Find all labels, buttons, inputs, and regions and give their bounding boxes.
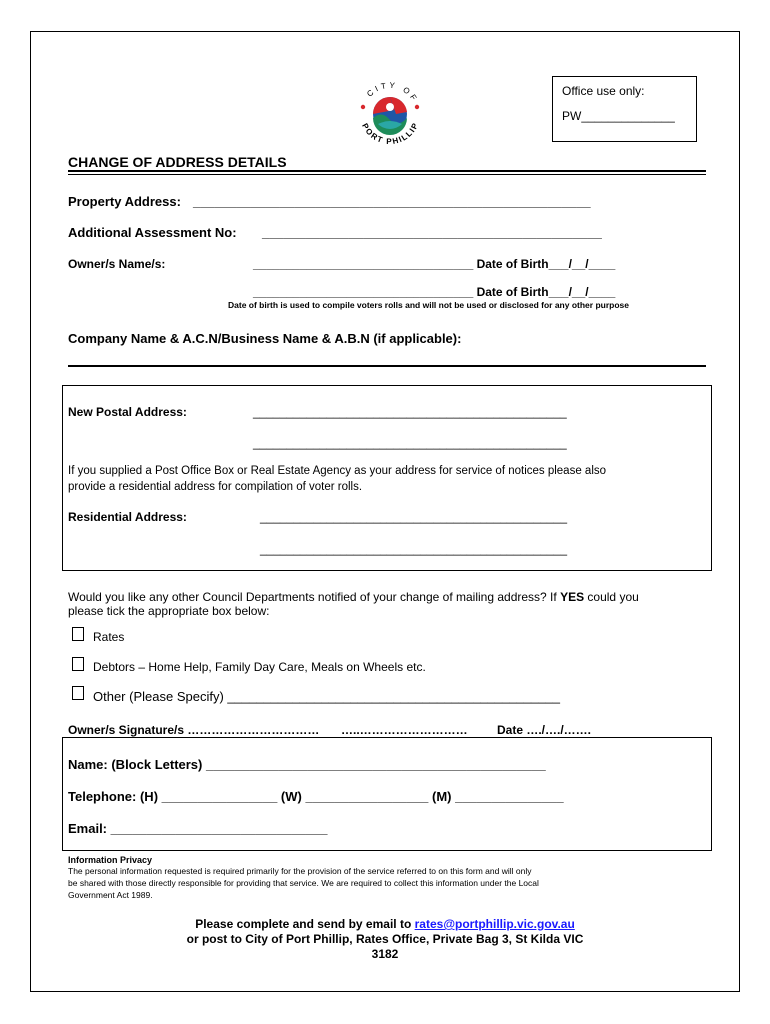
- owner-name-1-field[interactable]: _________________________________ Date of Birth___/__/____: [253, 257, 616, 271]
- owner-names-label: Owner/s Name/s:: [68, 257, 166, 271]
- footer-line-2: or post to City of Port Phillip, Rates Office, Private Bag 3, St Kilda VIC: [186, 932, 584, 946]
- residential-address-label: Residential Address:: [68, 510, 187, 524]
- rates-checkbox[interactable]: [72, 627, 84, 641]
- postal-note-line-1: If you supplied a Post Office Box or Real Estate Agency as your address for service of notices please also: [68, 465, 607, 477]
- title-rule-thick: [68, 170, 706, 172]
- postal-address-line-1[interactable]: _______________________________________________: [253, 405, 567, 419]
- debtors-option-label: Debtors – Home Help, Family Day Care, Meals on Wheels etc.: [93, 660, 426, 674]
- postal-address-line-2[interactable]: _______________________________________________: [253, 436, 567, 450]
- logo-ring-top: CITY OF: [365, 80, 420, 105]
- postal-address-label: New Postal Address:: [68, 405, 187, 419]
- debtors-checkbox[interactable]: [72, 657, 84, 671]
- company-field-line[interactable]: [68, 365, 706, 367]
- other-checkbox[interactable]: [72, 686, 84, 700]
- notify-question-a: Would you like any other Council Departments notified of your change of mailing address? If: [68, 590, 557, 604]
- notify-question-line-1: [68, 590, 639, 604]
- assessment-no-label: Additional Assessment No:: [68, 225, 237, 240]
- privacy-text-line-1: The personal information requested is required primarily for the provision of the service referred to on this form and will only: [68, 866, 532, 876]
- company-label: Company Name & A.C.N/Business Name & A.B.N (if applicable):: [68, 331, 462, 346]
- dob-note: Date of birth is used to compile voters rolls and will not be used or disclosed for any other purpose: [228, 300, 629, 310]
- city-logo-graphic: [350, 74, 430, 154]
- footer-line-1: [0, 917, 770, 931]
- signature-date-field[interactable]: Date …./…./…….: [497, 723, 592, 737]
- other-option-label[interactable]: Other (Please Specify) ______________________________________________: [93, 689, 560, 704]
- form-title: CHANGE OF ADDRESS DETAILS: [68, 154, 287, 170]
- notify-question-b: could you: [587, 590, 639, 604]
- owner-signature-2-field[interactable]: …..………………………: [341, 723, 468, 737]
- postal-note-line-2: provide a residential address for compilation of voter rolls.: [68, 481, 363, 493]
- office-use-title: Office use only:: [562, 84, 645, 98]
- city-logo: [350, 74, 430, 154]
- office-pw-field[interactable]: PW______________: [562, 109, 675, 123]
- privacy-text-line-2: be shared with those directly responsible for providing that service. We are required to collect this information under the Local: [68, 878, 539, 888]
- rates-email-link[interactable]: rates@portphillip.vic.gov.au: [414, 917, 575, 931]
- owner-name-2-field[interactable]: _________________________________ Date of Birth___/__/____: [253, 285, 616, 299]
- property-address-label: Property Address:: [68, 194, 181, 209]
- privacy-title: Information Privacy: [68, 855, 153, 865]
- residential-address-line-1[interactable]: ______________________________________________: [260, 510, 567, 524]
- block-name-field[interactable]: Name: (Block Letters) _______________________________________________: [68, 757, 546, 772]
- notify-question-yes: YES: [560, 590, 585, 604]
- residential-address-line-2[interactable]: ______________________________________________: [260, 542, 567, 556]
- assessment-no-field[interactable]: _______________________________________________: [262, 225, 602, 240]
- privacy-text-line-3: Government Act 1989.: [68, 890, 153, 900]
- footer-email-prefix: Please complete and send by email to: [195, 917, 412, 931]
- email-field[interactable]: Email: ______________________________: [68, 821, 328, 836]
- footer-line-3: 3182: [371, 947, 399, 961]
- owner-signature-field[interactable]: Owner/s Signature/s ……………………………: [68, 723, 320, 737]
- notify-question-line-2: please tick the appropriate box below:: [68, 604, 270, 618]
- telephone-field[interactable]: Telephone: (H) ________________ (W) _________________ (M) _______________: [68, 789, 564, 804]
- logo-ring-bottom: PORT PHILLIP: [360, 120, 421, 147]
- rates-option-label: Rates: [93, 630, 125, 644]
- property-address-field[interactable]: _______________________________________________________: [193, 194, 591, 209]
- title-rule-thin: [68, 174, 706, 175]
